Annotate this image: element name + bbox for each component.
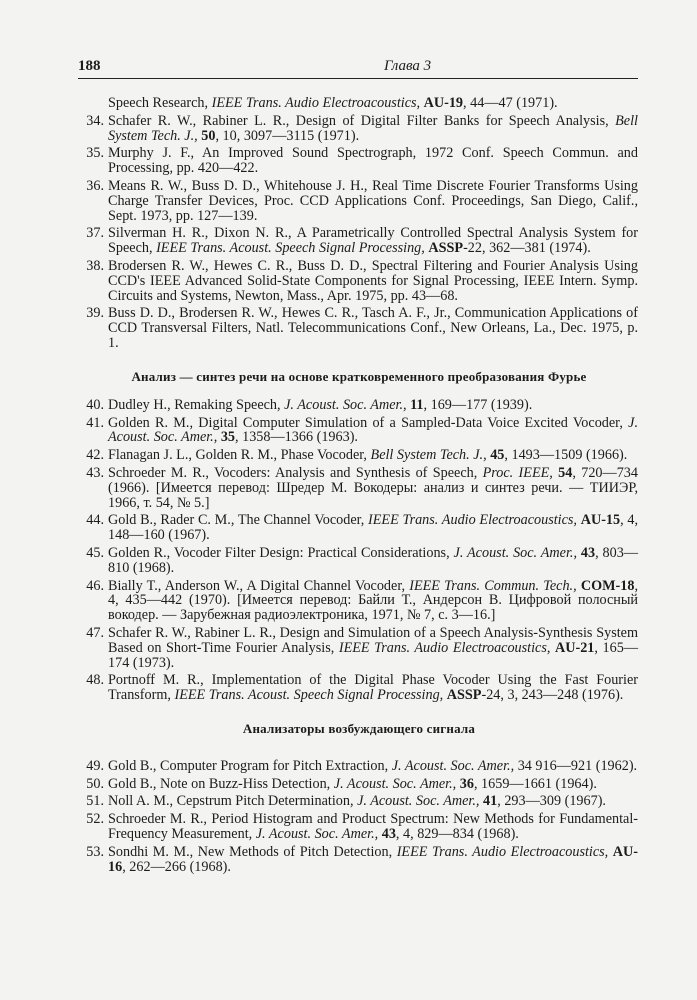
page-header bbox=[78, 56, 638, 79]
volume-number: 41 bbox=[483, 793, 498, 810]
reference-number: 52. bbox=[86, 811, 104, 828]
volume-number: AU-15 bbox=[580, 512, 621, 529]
reference-text: , 165—174 (1973). bbox=[108, 639, 638, 671]
reference-number: 49. bbox=[86, 757, 104, 774]
page-number: 188 bbox=[78, 58, 101, 74]
reference-text: Schroeder M. R., Period Histogram and Product Spectrum: New Methods for Fundamental-Frequency Measurement, bbox=[108, 811, 638, 843]
reference-entry bbox=[80, 448, 638, 463]
reference-text: , 169—177 (1939). bbox=[423, 396, 533, 413]
section-heading: Анализаторы возбуждающего сигнала bbox=[242, 720, 476, 736]
journal-title: J. Acoust. Soc. Amer., bbox=[357, 793, 480, 810]
volume-number: AU-16 bbox=[108, 843, 638, 875]
reference-text: 34 916—921 (1962). bbox=[514, 757, 638, 774]
journal-title: IEEE Trans. Audio Electroacoustics, bbox=[338, 639, 551, 656]
reference-text: , 1358—1366 (1963). bbox=[235, 429, 358, 446]
volume-number: 43 bbox=[580, 544, 596, 561]
reference-number: 37. bbox=[86, 225, 104, 242]
reference-entry bbox=[80, 96, 638, 111]
reference-number: 45. bbox=[86, 544, 104, 561]
volume-number: 11 bbox=[410, 396, 424, 413]
reference-text: , 1493—1509 (1966). bbox=[504, 447, 628, 464]
reference-entry bbox=[80, 759, 638, 774]
reference-text: , 720—734 (1966). [Имеется перевод: Шредер М. Вокодеры: анализ и синтез речи. — ТИИЭР, 1966, т. 54, № 5.] bbox=[108, 464, 638, 511]
reference-entry bbox=[80, 845, 638, 875]
reference-entry bbox=[80, 777, 638, 792]
reference-entry bbox=[80, 812, 638, 842]
reference-text: Silverman H. R., Dixon N. R., A Parametrically Controlled Spectral Analysis System for Speech, bbox=[108, 225, 638, 257]
volume-number: 45 bbox=[490, 447, 505, 464]
journal-title: J. Acoust. Soc. Amer., bbox=[333, 775, 457, 792]
journal-title: J. Acoust. Soc. Amer., bbox=[391, 757, 515, 774]
reference-entry bbox=[80, 794, 638, 809]
reference-text: Means R. W., Buss D. D., Whitehouse J. H., Real Time Discrete Fourier Transforms Using Charge Transfer Devices, Proc. CCD Applications Conf. Proceedings, San Diego, Calif., Sept. 1973, pp. 127—139. bbox=[108, 177, 638, 224]
reference-text: , 4, 435—442 (1970). [Имеется перевод: Байли Т., Андерсон В. Цифровой полосный вокодер. — Зарубежная радиоэлектроника, 1971, № 7, с. 3—16.] bbox=[108, 577, 638, 624]
volume-number: 43 bbox=[381, 826, 396, 843]
volume-number: 36 bbox=[459, 775, 474, 792]
reference-text: Brodersen R. W., Hewes C. R., Buss D. D., Spectral Filtering and Fourier Analysis Using CCD's IEEE Advanced Solid-State Components for Signal Processing, IEEE Intern. Symp. Circuits and Systems, Newton, Mass., Apr. 1975, pp. 43—68. bbox=[108, 257, 638, 304]
reference-text: Gold B., Rader C. M., The Channel Vocoder, bbox=[108, 512, 369, 529]
journal-title: IEEE Trans. Acoust. Speech Signal Processing, bbox=[156, 240, 425, 257]
reference-text: Bially T., Anderson W., A Digital Channel Vocoder, bbox=[108, 577, 410, 594]
reference-text: Schafer R. W., Rabiner L. R., Design and Simulation of a Speech Analysis-Synthesis System Based on Short-Time Fourier Analysis, bbox=[108, 624, 638, 656]
volume-number: 50 bbox=[201, 127, 216, 144]
volume-number: ASSP bbox=[428, 240, 464, 257]
reference-text: Golden R. M., Digital Computer Simulation of a Sampled-Data Voice Excited Vocoder, bbox=[108, 414, 629, 431]
reference-number: 34. bbox=[86, 112, 104, 129]
reference-entry bbox=[80, 114, 638, 144]
reference-entry bbox=[80, 226, 638, 256]
reference-text: -22, 362—381 (1974). bbox=[463, 240, 591, 257]
volume-number: ASSP bbox=[446, 687, 482, 704]
journal-title: IEEE Trans. Acoust. Speech Signal Processing, bbox=[174, 687, 444, 704]
reference-text: Schroeder M. R., Vocoders: Analysis and Synthesis of Speech, bbox=[108, 464, 483, 481]
reference-text: , 4, 829—834 (1968). bbox=[395, 826, 519, 843]
reference-number: 51. bbox=[86, 793, 104, 810]
journal-title: IEEE Trans. Audio Electroacoustics, bbox=[368, 512, 577, 529]
reference-text: -24, 3, 243—248 (1976). bbox=[481, 687, 624, 704]
reference-number: 41. bbox=[86, 414, 104, 431]
reference-text: , 293—309 (1967). bbox=[497, 793, 606, 810]
reference-text: Gold B., Note on Buzz-Hiss Detection, bbox=[108, 775, 334, 792]
reference-text: Murphy J. F., An Improved Sound Spectrograph, 1972 Conf. Speech Commun. and Processing, pp. 420—422. bbox=[108, 145, 638, 177]
reference-number: 36. bbox=[86, 177, 104, 194]
chapter-running-head: Глава 3 bbox=[384, 58, 432, 74]
reference-text: , 44—47 (1971). bbox=[463, 95, 558, 111]
reference-text: Sondhi M. M., New Methods of Pitch Detection, bbox=[108, 843, 397, 860]
reference-entry bbox=[80, 416, 638, 446]
reference-number: 50. bbox=[86, 775, 104, 792]
reference-number: 44. bbox=[86, 512, 104, 529]
reference-number: 39. bbox=[86, 305, 104, 322]
reference-entry bbox=[80, 466, 638, 510]
volume-number: 35 bbox=[220, 429, 236, 446]
journal-title: IEEE Trans. Commun. Tech., bbox=[409, 577, 577, 594]
journal-title: Proc. IEEE, bbox=[482, 464, 553, 481]
reference-entry bbox=[80, 179, 638, 223]
journal-title: J. Acoust. Soc. Amer., bbox=[108, 414, 638, 446]
section-heading: Анализ — синтез речи на основе кратковременного преобразования Фурье bbox=[131, 368, 587, 384]
reference-number: 53. bbox=[86, 843, 104, 860]
reference-text: , 262—266 (1968). bbox=[122, 858, 231, 875]
reference-entry bbox=[80, 673, 638, 703]
reference-number: 40. bbox=[86, 396, 104, 413]
volume-number: 54 bbox=[558, 464, 573, 481]
reference-number: 46. bbox=[86, 577, 104, 594]
reference-text: Gold B., Computer Program for Pitch Extraction, bbox=[108, 757, 392, 774]
journal-title: IEEE Trans. Audio Electroacoustics, bbox=[211, 95, 421, 111]
reference-entry bbox=[80, 626, 638, 670]
reference-entry bbox=[80, 546, 638, 576]
reference-number: 38. bbox=[86, 257, 104, 274]
reference-number: 42. bbox=[86, 447, 104, 464]
volume-number: COM-18 bbox=[580, 577, 635, 594]
reference-entry bbox=[80, 146, 638, 176]
reference-list bbox=[80, 96, 638, 877]
reference-number: 47. bbox=[86, 624, 104, 641]
journal-title: Bell System Tech. J., bbox=[370, 447, 487, 464]
volume-number: AU-19 bbox=[423, 95, 464, 111]
reference-text: Golden R., Vocoder Filter Design: Practical Considerations, bbox=[108, 544, 454, 561]
reference-text: Dudley H., Remaking Speech, bbox=[108, 396, 285, 413]
volume-number: AU-21 bbox=[555, 639, 595, 656]
reference-text: Buss D. D., Brodersen R. W., Hewes C. R., Tasch A. F., Jr., Communication Applications of CCD Transversal Filters, Natl. Telecommunications Conf., New Orleans, La., Dec. 1975, p. 1. bbox=[108, 305, 638, 351]
reference-entry bbox=[80, 398, 638, 413]
journal-title: J. Acoust. Soc. Amer., bbox=[284, 396, 407, 413]
reference-text: , 10, 3097—3115 (1971). bbox=[215, 127, 360, 144]
reference-text: , 4, 148—160 (1967). bbox=[108, 512, 639, 544]
reference-text: Schafer R. W., Rabiner L. R., Design of Digital Filter Banks for Speech Analysis, bbox=[108, 112, 616, 129]
reference-number: 35. bbox=[86, 145, 104, 162]
reference-entry bbox=[80, 306, 638, 350]
reference-text: Speech Research, bbox=[108, 95, 212, 111]
reference-number: 48. bbox=[86, 672, 104, 689]
reference-number: 43. bbox=[86, 464, 104, 481]
reference-text: Flanagan J. L., Golden R. M., Phase Vocoder, bbox=[108, 447, 371, 464]
journal-title: J. Acoust. Soc. Amer., bbox=[453, 544, 577, 561]
journal-title: IEEE Trans. Audio Electroacoustics, bbox=[396, 843, 609, 860]
reference-text: , 1659—1661 (1964). bbox=[473, 775, 597, 792]
reference-entry bbox=[80, 579, 638, 623]
reference-entry bbox=[80, 513, 638, 543]
reference-entry bbox=[80, 259, 638, 303]
reference-text: Noll A. M., Cepstrum Pitch Determination, bbox=[108, 793, 358, 810]
reference-text: , 803—810 (1968). bbox=[108, 544, 639, 576]
journal-title: Bell System Tech. J., bbox=[108, 112, 638, 144]
reference-text: Portnoff M. R., Implementation of the Digital Phase Vocoder Using the Fast Fourier Transform, bbox=[108, 672, 638, 704]
journal-title: J. Acoust. Soc. Amer., bbox=[255, 826, 379, 843]
